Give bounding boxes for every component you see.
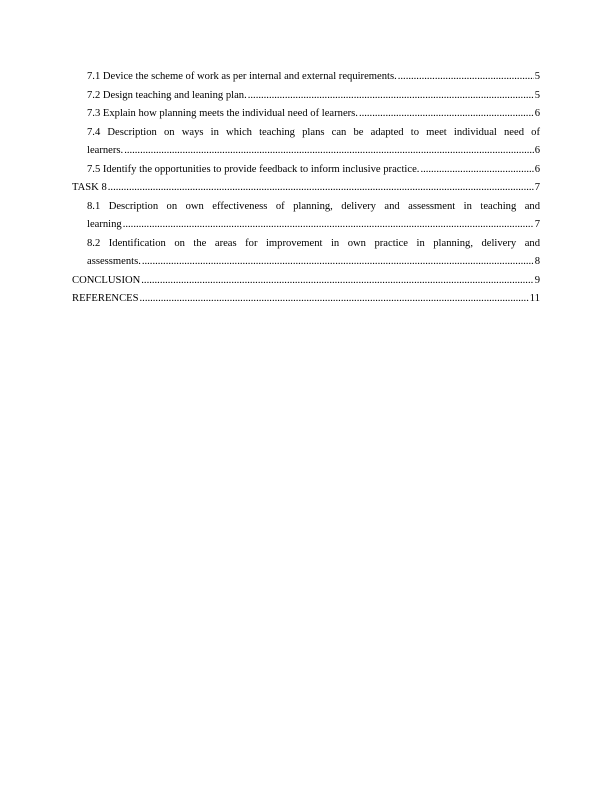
toc-entry-7-1[interactable] bbox=[72, 68, 540, 87]
toc-entry-7-2[interactable] bbox=[72, 87, 540, 106]
toc-entry-8-1[interactable] bbox=[72, 198, 540, 235]
table-of-contents bbox=[72, 68, 540, 309]
toc-page-number: 6 bbox=[534, 108, 540, 119]
toc-entry-task-8[interactable] bbox=[72, 179, 540, 198]
toc-entry-title-line1: 8.1 Description on own effectiveness of planning, delivery and assessment in teaching and bbox=[87, 200, 540, 212]
toc-entry-8-2[interactable] bbox=[72, 235, 540, 272]
toc-entry-title-line1: 7.4 Description on ways in which teaching plans can be adapted to meet individual need of bbox=[87, 126, 540, 138]
toc-page-number: 8 bbox=[534, 256, 540, 267]
toc-entry-title: 7.2 Design teaching and leaning plan. bbox=[87, 89, 247, 101]
toc-page-number: 11 bbox=[529, 293, 540, 304]
toc-page-number: 7 bbox=[534, 219, 540, 230]
toc-entry-title-line2: learning bbox=[87, 219, 122, 230]
toc-entry-7-4[interactable] bbox=[72, 124, 540, 161]
dot-leader bbox=[248, 87, 534, 106]
toc-entry-title-line2: learners. bbox=[87, 145, 124, 156]
toc-page-number: 6 bbox=[534, 163, 540, 175]
toc-entry-7-5[interactable] bbox=[72, 161, 540, 180]
toc-entry-conclusion[interactable] bbox=[72, 272, 540, 291]
toc-page-number: 6 bbox=[534, 145, 540, 156]
dot-leader bbox=[123, 216, 534, 235]
dot-leader bbox=[108, 179, 534, 198]
toc-page-number: 5 bbox=[534, 71, 540, 82]
toc-page-number: 9 bbox=[534, 274, 540, 286]
dot-leader bbox=[142, 253, 534, 272]
dot-leader bbox=[124, 142, 534, 161]
toc-entry-title: 7.3 Explain how planning meets the individual need of learners. bbox=[87, 108, 358, 119]
toc-entry-title-line1: 8.2 Identification on the areas for improvement in own practice in planning, delivery and bbox=[87, 237, 540, 249]
dot-leader bbox=[140, 290, 529, 309]
toc-page-number: 5 bbox=[534, 89, 540, 101]
dot-leader bbox=[398, 68, 534, 87]
dot-leader bbox=[141, 272, 533, 291]
toc-entry-title: 7.5 Identify the opportunities to provide feedback to inform inclusive practice. bbox=[87, 163, 420, 175]
toc-entry-title-line2: assessments. bbox=[87, 256, 141, 267]
dot-leader bbox=[420, 161, 533, 180]
toc-entry-title: 7.1 Device the scheme of work as per internal and external requirements. bbox=[87, 71, 397, 82]
toc-entry-references[interactable] bbox=[72, 290, 540, 309]
toc-entry-title: TASK 8 bbox=[72, 182, 107, 193]
toc-entry-7-3[interactable] bbox=[72, 105, 540, 124]
toc-page-number: 7 bbox=[534, 182, 540, 193]
dot-leader bbox=[359, 105, 534, 124]
toc-entry-title: CONCLUSION bbox=[72, 274, 141, 286]
toc-entry-title: REFERENCES bbox=[72, 293, 139, 304]
